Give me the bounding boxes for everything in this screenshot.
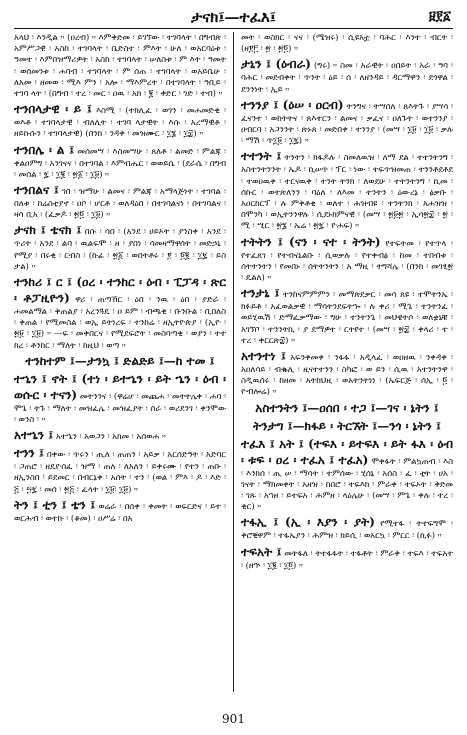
entry-headword: ተፈእ ፤ አት ፤ (ተፍእ ፡ ይተፍእ ፡ ይት ፋእ ፡ ዕብ ፡ ቱፍ ፡ ዐረ ፡ ተፈአ ፤ ተፈአ) bbox=[241, 436, 453, 467]
entry-definition: አተኄን ፡ አወጋን ፡ አክመ ፡ አሰወሐ ። bbox=[55, 431, 166, 442]
entry-definition: በቀው ፡ ጥሩን ፡ ጢለ ፡ ጠጠን ፡ አይቃ ፡ አርሰድዓት ፡ አድባር ፡ ጋጠሮ ፡ ዘዴዮሰፈ ፡ ዝማ ፡ ጠለ ፡ ለአለን ፡ ይቀሩሙ ፡ የተን ፡ ጠቡ ፡ ዘኢንስበ ፡ ይደመር ፡ በብርኔቀ ፡ አሰት ፡ ተን ፡ (ወል ፡ ምእ ፡ ዶ ፡ እድ ፡ ፭ ፡ ፵፯ ፡ መሰ ፡ ፳፭ ፡ ፈላት ፡ ፲፱፡ ፲፱) ። bbox=[14, 449, 226, 494]
entry-definition: ወሬራ ፡ በሰቀ ፡ ቀመት ፡ ወፍርድና ፡ ይተ ፡ ወርሕብ ፡ ወተኩ ፡ (ቆመ) ፡ ዐሥሬ ፡ በአ bbox=[14, 500, 226, 523]
entry-headword: አተንተነ ፤ bbox=[241, 349, 286, 364]
entry-headword: ተንበሌ ፡ ል ፤ bbox=[14, 142, 75, 157]
page-code: ፱፻፩ bbox=[428, 9, 451, 24]
page-number: 901 bbox=[222, 712, 245, 726]
dictionary-entry bbox=[14, 427, 226, 443]
entry-headword: ተንከተም ፤—ታንኳ ፤ ድልድይ ፤—ከ ተመ ፤ bbox=[25, 353, 215, 368]
entry-definition: ትንትን ፡ ክፋዶሉ ፡ ስመለዉዝ ፡ ለማ ደል ፡ ተተንትንግ ፡ አስተንትንንት ፡ ኤዶ ፡ ኪሠጥ ፡ ፕር ፡ ነው ፡ ተፍጥዝመጠ ፡ ተንንቶደቶደ ፡ ተወዐዉቀ ፡ ተርናዉቀ ፡ ተንት ትንክ ፡ ለወደሁ ፡ ተትንትንግ ፡ ኪመ ፡ ሰኩር ፡ ወተጽለንን ፡ ባዕለ ፡ ለእመ ፡ ተንትን ፡ ዕውረኔ ፡ ፅቃቡ ፡ አዐርከርፕ ፡ ሉ ምቅቶቂ ፡ ወለተ ፡ ሕዝብዩ ፡ ተንትንክ ፡ አሐዝዝ ፡ በሞንካ ፡ ወኢትንንዋሉ ፡ ሲደኑክምናዊ ፡ (መሣ ፡ ፳፱፳ ፡ ኢሳ፳፰ ፡ ፳ ፡ ሚ ፡ ሢር ፡ ፳፮ ፡ ኤሬ ፡ ፳፯ ፡ ዮሐፍ) ። bbox=[241, 152, 453, 231]
entry-headword: ተኄን ፤ ኖት ፤ (ተነ ፡ ይተኄን ፡ ይት ኄን ፡ ዕብ ፡ ወሱር ፡ ተናን) bbox=[14, 371, 226, 402]
dictionary-entry bbox=[14, 371, 226, 425]
entry-definition: አፍንቀመቀ ፡ ንፋፋ ፡ አዲላፈ ፡ ወዐዘዉ ፡ ንቀዳቀ ፡ አዐለሳይ ፡ ብቈሊ ፡ ዚናተተንን ፡ ስካፎ ፡ ወ ይን ፡ ሲዉ ፡ አተንትንዋ ፡ ስዲዉሰሩ ፡ ከዘመ ፡ አትከህዚ ፡ ወአትንትነነ ፡ (ኤፍርጅ ፡ ሰኢ ፡ ፬ ፡ ዮብሎሬ) ። bbox=[241, 352, 453, 397]
entry-headword: ተፋኢ ፤ (ኢ ፡ እያን ፡ ያት) bbox=[241, 515, 375, 530]
entry-definition: ትንግና ፡ ትሣሰለ ፡ ጸእትጉ ፡ ያሣሳ ፡ ፈናንተ ፡ ወከትትና ፡ ጸእተርን ፡ ልመና ፡ ቃፈና ፡ ዐለጉት ፡ ወተንንያ ፡ ዐብርባ ፡ አጋንንት ፡ ጽኑጸ ፡ መድበቀ ፡ ተንንያ ፡ (መሣ ፡ ፲፱ ፡ ፲፱ ፡ ቃሉ ፡ ማሽ ፡ ጥ፲፱ ፡ ፲፯) ። bbox=[241, 100, 453, 146]
dictionary-entry bbox=[241, 32, 453, 54]
entry-headword: ትን ፤ ቲን ፤ ቴን ፤ bbox=[14, 497, 96, 512]
running-title: ታናክ፤—ተፈእ፤ bbox=[191, 8, 276, 26]
dictionary-entry bbox=[14, 182, 226, 220]
entry-definition: ሞቀፋት ፡ ምልኳጠብ ፡ እስ ፡ እንክሰ ፡ ጢ ሠ ፡ ማሳት ፡ ተምሰው ፡ ሂሰኔ ፡ አሰስ ፡ ፈ ፡ ቲት ፡ ሀአ ፡ ገናት ፡ ማክመቀት ፡ አዘዝ ፡ ከበሮ ፡ ተፍእክ ፡ ምራቀ ፡ ተፍኦት ፡ ቅድመ ፡ ገጹ ፡ አኀዘ ፡ ይተፍአ ፡ ሕምዘ ፡ ላዕሌሁ ፡ (መሣ ፡ ምጌ ፡ ቀሉ ፡ ተረ ፡ ቂር) ። bbox=[241, 455, 453, 512]
entry-headword: ተንበላታዊ ፡ ይ ፤ bbox=[14, 102, 92, 117]
entry-headword: አተኄን ፤ bbox=[14, 428, 54, 443]
entry-headword: ተተንት ፤ bbox=[241, 149, 282, 164]
entry-definition: አላህ ፡ እንዲል ። (ዐረብ) ። እምቅድመ ፡ ይገኘው ፡ ተገባላት ፡ በግብጽ ፡ አምሥጋዊ ፡ አስከ ፡ ተገባላት ፡ ቤድስተ ፡ ምእት ፡ ሁለ ፡ ወአርባዕቱ ፡ ዓመተ ፡ እምበዝማሪዎት ፡ አስከ ፡ ተገባላት ፡ ሠለስቱ ፡ ም እት ፡ ዓመት ፡ ወሰመንቱ ፡ ሐባብ ፡ ተገባላት ፡ ም ሰጠ ፡ ተገባላት ፡ ወአይቤሁ ፡ ለአመ ፡ ዘመወ ፡ ሚእ ምን ፡ አሎ ፡ ማእምረት ፡ በተገባላት ፡ ዓቢይ ፡ ተገባ ላት ፡ (በግብ ፡ ተረ ፡ መር ፡ ዐዉ ፡ አክ ፡ ፪ ፡ ቀድር ፡ ገድ ፡ ተብ) ። bbox=[14, 32, 226, 99]
entry-headword: አስተንትን ፤—ዐሰበ ፡ ተጋ ፤—ገና ፡ ኔትን ፤ bbox=[255, 400, 439, 415]
left-column bbox=[14, 32, 226, 692]
entry-definition: የሚተፋ ፡ ትተፍግሞ ፡ ቅሮቒዋም ፡ ተፋኤያን ፡ ሕምዝ ፡ ክይሲ ፡ ወአርኳ ፡ ምርር ፡ (ኪፉ) ። bbox=[241, 518, 453, 541]
column-divider bbox=[233, 32, 234, 692]
entry-headword: ታኒን ፤ (ዕብራ) bbox=[241, 57, 311, 72]
entry-definition: መትፋለ ፡ ትተፋፋት ፡ ተፋቶት ፡ ምራቅ ፡ ተፍእ ፡ ተፍአተ ፡ (ዘኍ ፡ ፲፪ ፡ ፲፬) ። bbox=[241, 547, 453, 570]
right-column bbox=[241, 32, 453, 692]
dictionary-entry bbox=[14, 32, 226, 99]
entry-headword: ተትትን ፤ (ናን ፡ ናተ ፡ ትንት) bbox=[241, 234, 381, 249]
dictionary-entry bbox=[14, 222, 226, 272]
entry-headword: ታናክ ፤ ቴናክ ፤ bbox=[14, 223, 82, 238]
dictionary-entry bbox=[14, 353, 226, 369]
dictionary-entry bbox=[241, 348, 453, 398]
entry-definition: መሰመሣ ፡ እስመሣሁ ፡ ጸለቶ ፡ ልመድ ፡ ምልጃ ፡ ቀልዐምግ ፡ አንገናና ፡ በተገባል ፡ እምብሔር ፡ ወወይሴ ፡ (ደራሴ ፡ በግብ ፡ መሰል ፡ ፯ ፡ ፲፪ ፡ ፳፩ ፡ ፲፱) ። bbox=[14, 145, 226, 179]
entry-definition: መት ፡ ወስክር ፡ ናና ፡ (ሜዝሩ) ፡ ሲዩአቷ ፡ ባሕር ፡ እንተ ፡ ብርት ፡ (ዘ፻፫ ፡ ፳ ፡ ፳፬) ። bbox=[241, 32, 453, 54]
entry-headword: ተንንያ ፤ (ዕሠ ፡ ዐርብ) bbox=[241, 97, 344, 112]
entry-definition: (ግሩ) ። ስመ ፡ አራዊት ፡ ዐበይት ፡ አራ ፡ ዓባ ፡ ባሕር ፡ መደብቀት ፡ ጥንት ፡ ዕይ ፡ ሰ ፡ ለዘንዳይ ፡ ዳርማዋን ፡ ደጎዋል ፡ ደንንነት ፡ ኢይ ። bbox=[241, 60, 453, 94]
entry-definition: መትንንና ፡ (ዋሬሆ ፡ መጨሐ ፡ መትትሌቀ ፡ ሐባ ፡ ሞጌ ፡ ትጉ ፡ ማለት ፡ መዝፈሌ ፡ መዝፈያት ፡ ሰራ ፡ ወሪደንገ ፡ ቀንሞው ፡ ወንስ ፡ ። bbox=[14, 390, 226, 425]
entry-headword: ትንታግ ፤—ክፋይ ፡ ትርኧት ፤—ንጎ ፡ ኔትን ፤ bbox=[253, 418, 441, 433]
entry-headword: ተንታኒ ፤ bbox=[241, 286, 280, 301]
dictionary-entry bbox=[241, 418, 453, 434]
dictionary-entry bbox=[14, 497, 226, 524]
dictionary-entry bbox=[14, 274, 226, 351]
entry-definition: እስሚ ፡ (ተክሊፈ ፡ ወገን ፡ መሐመድቂ ፡ ወእቶ ፡ ተገባላታዊ ፡ ብለሊት ፡ ተገባ ላታዊት ፡ እሱ ፡ አረማዊቶ ፡ ዘይኩሱን ፡ ተገባላታዊ) (በንክ ፡ ንዳቅ ፡ መዝሙር ፡ ፲፮ ፡ ፲፰) ። bbox=[14, 105, 226, 139]
dictionary-entry bbox=[241, 400, 453, 416]
dictionary-entry bbox=[241, 97, 453, 147]
dictionary-entry bbox=[241, 285, 453, 346]
entry-headword: ተፍአት ፤ bbox=[241, 544, 282, 559]
entry-headword: ተንን ፤ bbox=[14, 446, 44, 461]
dictionary-entry bbox=[14, 445, 226, 495]
dictionary-entry bbox=[14, 101, 226, 139]
entry-definition: ተንከናምምምን ፡ መማጽደቃር ፡ መሳ ጸዩ ፡ ተሞትንኤ ፡ ክፉይቶ ፡ አፈወልቃዊ ፡ ማሳትንደፍትኈ ፡ ሉ ቀሪ ፡ ሚጌ ፡ ተንትንፈ ፡ ወይሂዉሽ ፡ ድማፈቃማው ፡ ግሁ ፡ ተንትንጌ ፡ መህዌትሶ ፡ ወለቋኒቹ ፡ አገኘቦ ፡ ተንንትኪ ፡ ያ ደማዎተ ፡ ርትየተ ፡ (መሣ ፡ ፳፰ ፡ ቀላሪ ፡ ተ ፡ ተረ ፡ ቀርርጽ፰) ። bbox=[241, 289, 453, 345]
entry-definition: ገበ ፡ ዝማሁ ፡ ልመና ፡ ምልጃ ፡ አማላጅነት ፡ ተገባል ፡ በለቱ ፡ ከሬስቲያኖ ፡ ዐቦ ፡ ሆርቶ ፡ ወለዳዕበ ፡ በተገባልናነ ፡ በተገባልና ፡ ዛሳ ቢአ ፡ (ፈቃዶ ፡ ፳፬ ፡ ፲፱) ። bbox=[14, 186, 226, 220]
dictionary-entry bbox=[241, 56, 453, 94]
entry-definition: በሱ ፡ ሳበ ፡ (አንደ ፡ ሀይኦት ፡ ያንስቀ ፡ አንደ ፡ ጥሪት ፡ አንደ ፡ ልባ ፡ ዉልፍሞ ፡ ዘ ፡ ያበነ ፡ ሳመዛማዋሰት ፡ መድኃኒ ፡ የሚያ ፡ በሩቂ ፡ ርብስ ፡ (ኩፊ ፡ ፳፩ ፡ ወበትቶሩ ፡ ፻ ፡ ፬፪ ፡ ፲፯ ፡ ይስ ታል) ። bbox=[14, 226, 226, 271]
dictionary-entry bbox=[241, 514, 453, 541]
entry-definition: ዋሪ ፡ ጠጣኸር ፡ ዕበ ፡ ንዉ ፡ ዕበ ፡ ያድራ ፡ ሐመልማል ፡ ቅጠልያ ፡ አረንጓዴ ፡ ዐ ይም ፡ ብጫቂ ፡ ቡንቡል ፡ ቢበለስ ፡ ቅጠል ፡ የሚመስል ፡ ወኢ ይትነረፍ ፡ ተንከሬ ፡ ዘኢትዮጵያ ፡ (ኢዮ ፡ ፳፱ ፡ ፲፱) ። —ፍ ፡ መቅበርና ፡ የሚደፍሮት ፡ መስባጣቂ ፡ ወያን ፡ ተተ ከረ ፡ ቶንከር ፡ ማለት ፡ ከዚህ ፡ ወጣ ። bbox=[14, 294, 226, 350]
dictionary-entry bbox=[14, 142, 226, 180]
running-header bbox=[14, 6, 453, 29]
entry-definition: የተፍትመ ፡ የተጥላ ፡ የተፈጸገ ፡ የተብናኒልቡ ፡ ሲወቃሉ ፡ የተቀብፅ ፡ ከመ ፡ ተበብቱ ፡ ሰትትንትን ፡ የመበኑ ፡ ሰትትንትን ፡ አ ማዚ ፡ ትግሻሌ ፡ (በንክ ፡ መገፂ፳ ፡ ዴልለ) ። bbox=[241, 237, 453, 283]
dictionary-entry bbox=[241, 436, 453, 513]
entry-headword: ተንከሪ ፤ ር ፤ (ዐረ ፡ ተንከር ፡ ዕብ ፡ ፒፓዳ ፡ ጽር ፡ ቶፓዚዮን) bbox=[14, 275, 226, 306]
dictionary-entry bbox=[241, 148, 453, 231]
entry-headword: ተንበልና ፤ bbox=[14, 183, 59, 198]
dictionary-entry bbox=[241, 544, 453, 571]
dictionary-entry bbox=[241, 234, 453, 284]
